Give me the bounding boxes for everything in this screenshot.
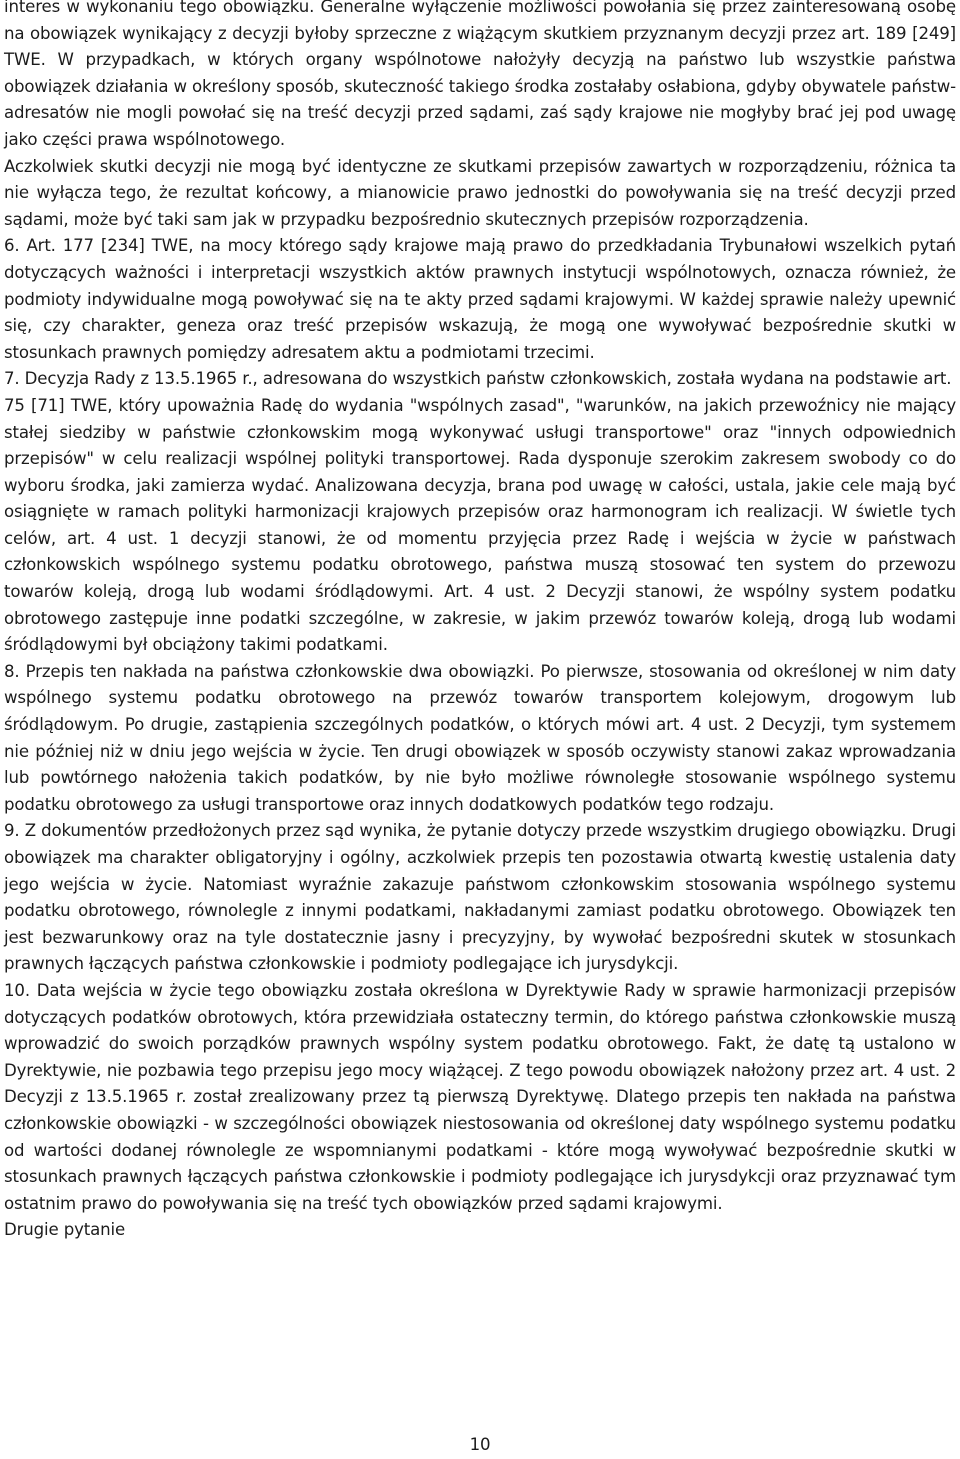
document-body [4,0,956,1244]
section-heading-second-question: Drugie pytanie [4,1220,126,1240]
paragraph-regulation-comparison: Aczkolwiek skutki decyzji nie mogą być identyczne ze skutkami przepisów zawartych w rozporządzeniu, różnica ta nie wyłącza tego, że rezultat końcowy, a mianowicie prawo jednostki do powoływania się na treść decyzji przed sądami, może być taki sam jak w przypadku bezpośrednio skutecznych przepisów rozporządzenia. [4,156,956,229]
paragraph-6: 6. Art. 177 [234] TWE, na mocy którego sądy krajowe mają prawo do przedkładania Trybunałowi wszelkich pytań dotyczących ważności i interpretacji wszystkich aktów prawnych instytucji wspólnotowych, oznacza również, że podmioty indywidualne mogą powoływać się na te akty przed sądami krajowymi. W każdej sprawie należy upewnić się, czy charakter, geneza oraz treść przepisów wskazują, że mogą one wywoływać bezpośrednie skutki w stosunkach prawnych pomiędzy adresatem aktu a podmiotami trzecimi. [4,236,956,362]
paragraph-art-75: 75 [71] TWE, który upoważnia Radę do wydania "wspólnych zasad", "warunków, na jakich przewoźnicy nie mający stałej siedziby w państwie członkowskim mogą wykonywać usługi transportowe" oraz "innych odpowiednich przepisów" w celu realizacji wspólnej polityki transportowej. Rada dysponuje szerokim zakresem swobody co do wyboru środka, jaki zamierza wydać. Analizowana decyzja, brana pod uwagę w całości, ustala, jakie cele mają być osiągnięte w ramach polityki harmonizacji krajowych przepisów oraz harmonogram ich realizacji. W świetle tych celów, art. 4 ust. 1 decyzji stanowi, że od momentu przyjęcia przez Radę i wejścia w życie w państwach członkowskich wspólnego systemu podatku obrotowego, państwa muszą stosować ten system do przewozu towarów koleją, drogą lub wodami śródlądowymi. Art. 4 ust. 2 Decyzji stanowi, że wspólny system podatku obrotowego zastępuje inne podatki szczególne, w zakresie, w jakim przewóz towarów koleją, drogą lub wodami śródlądowymi był obciążony takimi podatkami. [4,395,956,655]
paragraph-8: 8. Przepis ten nakłada na państwa członkowskie dwa obowiązki. Po pierwsze, stosowania od określonej w nim daty wspólnego systemu podatku obrotowego na przewóz towarów transportem kolejowym, drogowym lub śródlądowym. Po drugie, zastąpienia szczególnych podatków, o których mówi art. 4 ust. 2 Decyzji, tym systemem nie później niż w dniu jego wejścia w życie. Ten drugi obowiązek w sposób oczywisty stanowi zakaz wprowadzania lub powtórnego nałożenia takich podatków, by nie było możliwe równoległe stosowanie wspólnego systemu podatku obrotowego za usługi transportowe oraz innych dodatkowych podatków tego rodzaju. [4,661,956,814]
paragraph-7: 7. Decyzja Rady z 13.5.1965 r., adresowana do wszystkich państw członkowskich, została wydana na podstawie art. [4,369,952,389]
paragraph-9: 9. Z dokumentów przedłożonych przez sąd wynika, że pytanie dotyczy przede wszystkim drugiego obowiązku. Drugi obowiązek ma charakter obligatoryjny i ogólny, aczkolwiek przepis ten pozostawia otwartą kwestię ustalenia daty jego wejścia w życie. Natomiast wyraźnie zakazuje państwom członkowskim stosowania wspólnego systemu podatku obrotowego, równolegle z innymi podatkami, nakładanymi zamiast podatku obrotowego. Obowiązek ten jest bezwarunkowy oraz na tyle dostatecznie jasny i precyzyjny, by wywołać bezpośredni skutek w stosunkach prawnych łączących państwa członkowskie i podmioty podlegające ich jurysdykcji. [4,821,956,974]
paragraph-10: 10. Data wejścia w życie tego obowiązku została określona w Dyrektywie Rady w sprawie harmonizacji przepisów dotyczących podatków obrotowych, która przewidziała ostateczny termin, do którego państwa członkowskie muszą wprowadzić do swoich porządków prawnych wspólny system podatku obrotowego. Fakt, że datę tą ustalono w Dyrektywie, nie pozbawia tego przepisu jego mocy wiążącej. Z tego powodu obowiązek nałożony przez art. 4 ust. 2 Decyzji z 13.5.1965 r. został zrealizowany przez tą pierwszą Dyrektywę. Dlatego przepis ten nakłada na państwa członkowskie obowiązki - w szczególności obowiązek niestosowania od określonej daty wspólnego systemu podatku od wartości dodanej równolegle ze wspomnianymi podatkami - które mogą wywoływać bezpośrednie skutki w stosunkach prawnych łączących państwa członkowskie i podmioty podlegające ich jurysdykcji oraz przyznawać tym ostatnim prawo do powoływania się na treść tych obowiązków przed sądami krajowymi. [4,980,956,1213]
paragraph-decision-binding-effect: interes w wykonaniu tego obowiązku. Generalne wyłączenie możliwości powołania się przez zainteresowaną osobę na obowiązek wynikający z decyzji byłoby sprzeczne z wiążącym skutkiem przyznanym decyzji przez art. 189 [249] TWE. W przypadkach, w których organy wspólnotowe nałożyły decyzją na państwo lub wszystkie państwa obowiązek działania w określony sposób, skuteczność takiego środka zostałaby osłabiona, gdyby obywatele państw-adresatów nie mogli powołać się na treść decyzji przed sądami, zaś sądy krajowe nie mogłyby brać jej pod uwagę jako części prawa wspólnotowego. [4,0,956,149]
page-number: 10 [469,1435,491,1454]
